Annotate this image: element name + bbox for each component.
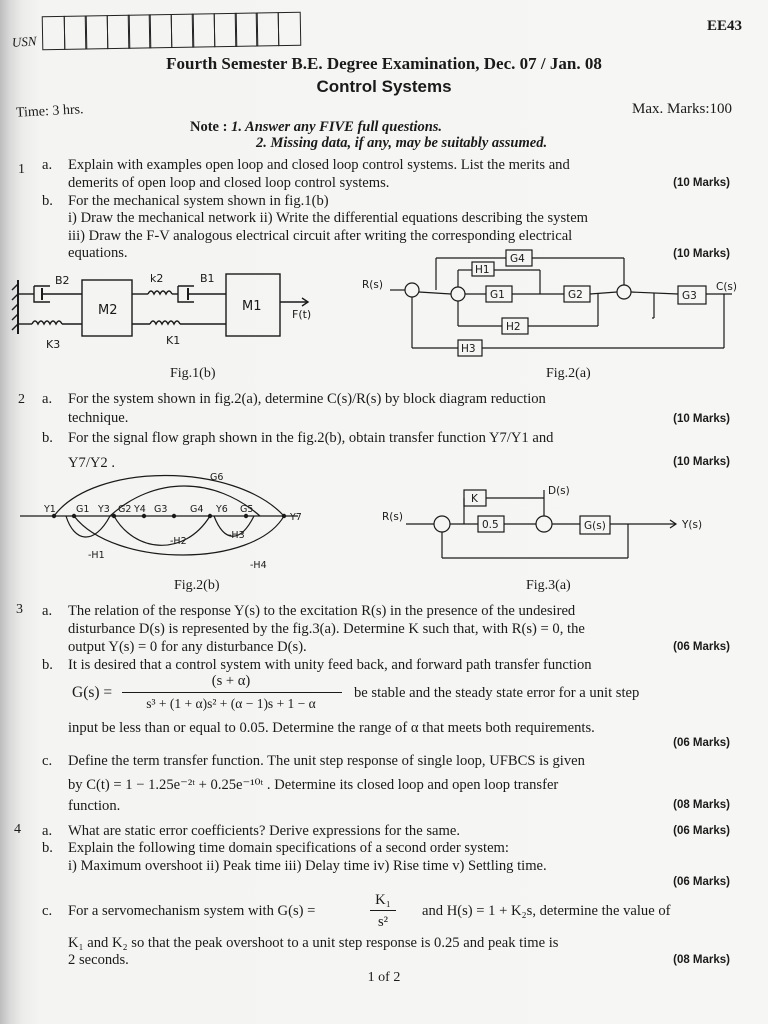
label-g1: G1 (76, 504, 90, 515)
part-label: b. (42, 840, 53, 856)
label-h1: H1 (475, 264, 490, 276)
gs-numerator: (s + α) (211, 673, 251, 689)
note-1: 1. Answer any FIVE full questions. (231, 119, 443, 135)
marks-label: (10 Marks) (673, 177, 730, 189)
marks-label: (06 Marks) (673, 737, 730, 749)
label-y1: Y1 (44, 504, 56, 515)
q2b-text: For the signal flow graph shown in the fig.2(b), obtain transfer function Y7/Y1 and (68, 430, 554, 446)
subject-title: Control Systems (316, 77, 452, 96)
marks-label: (08 Marks) (673, 954, 730, 966)
page-number: 1 of 2 (367, 970, 401, 985)
label-h2: -H2 (170, 536, 187, 547)
label-y4: Y4 (134, 504, 146, 515)
label-g4: G4 (510, 253, 525, 265)
part-label: a. (42, 603, 53, 619)
fraction-bar (122, 692, 342, 693)
label-r: R(s) (362, 279, 383, 291)
usn-box (256, 12, 280, 46)
label-g5: G5 (240, 504, 254, 515)
q1b-text: For the mechanical system shown in fig.1(b) (68, 193, 329, 209)
fraction-bar (370, 910, 396, 911)
label-h1: -H1 (88, 550, 105, 561)
part-label: a. (42, 823, 53, 839)
q3c-text: by C(t) = 1 − 1.25e⁻²ᵗ + 0.25e⁻¹⁰ᵗ . Determine its closed loop and open loop transfer (68, 777, 559, 793)
subject-code: EE43 (706, 18, 742, 34)
question-number: 4 (14, 822, 21, 837)
label-h2: H2 (506, 321, 521, 333)
q3a-text: disturbance D(s) is represented by the fig.3(a). Determine K such that, with R(s) = 0, the (68, 621, 585, 637)
q3a-text: The relation of the response Y(s) to the excitation R(s) in the presence of the undesired (68, 603, 576, 619)
label-y7: Y7 (290, 512, 302, 523)
usn-box (149, 14, 173, 48)
label-m1: M1 (242, 299, 262, 314)
q4c-text: K₁ and K₂ so that the peak overshoot to a unit step response is 0.25 and peak time is (68, 935, 559, 951)
gs-denominator: s³ + (1 + α)s² + (α − 1)s + 1 − α (146, 696, 316, 711)
q1a-text: Explain with examples open loop and closed loop control systems. List the merits and (68, 157, 570, 173)
label-y6: Y6 (216, 504, 228, 515)
q1a-text: demerits of open loop and closed loop control systems. (68, 175, 390, 191)
label-r: R(s) (382, 511, 403, 523)
marks-label: (10 Marks) (673, 413, 730, 425)
marks-label: (10 Marks) (673, 248, 730, 260)
label-y: Y(s) (682, 519, 703, 531)
label-y3: Y3 (98, 504, 110, 515)
label-g4: G4 (190, 504, 204, 515)
label-h3: H3 (461, 343, 476, 355)
label-force: F(t) (292, 308, 312, 321)
usn-box (171, 14, 195, 48)
label-k3: K3 (46, 338, 61, 351)
question-number: 2 (18, 392, 25, 407)
q3c-text: Define the term transfer function. The unit step response of single loop, UFBCS is given (68, 753, 585, 769)
label-g: G(s) (584, 520, 606, 532)
marks-label: (06 Marks) (673, 641, 730, 653)
q3b-text: It is desired that a control system with unity feed back, and forward path transfer function (68, 657, 592, 673)
q3b-text: input be less than or equal to 0.05. Determine the range of α that meets both requirements. (68, 720, 595, 736)
label-k1: K1 (166, 334, 181, 347)
q2a-text: For the system shown in fig.2(a), determine C(s)/R(s) by block diagram reduction (68, 391, 546, 407)
usn-box (235, 13, 259, 47)
part-label: b. (42, 193, 53, 209)
note-line-1 (190, 119, 442, 136)
usn-boxes (44, 12, 301, 50)
usn-box (278, 12, 302, 46)
exam-time: Time: 3 hrs. (15, 102, 84, 121)
part-label: c. (42, 753, 53, 769)
g-numerator: K₁ (375, 892, 391, 908)
q1b-text: i) Draw the mechanical network ii) Write the differential equations describing the system (68, 210, 589, 226)
fig2a-diagram (360, 246, 760, 364)
label-k: K (471, 493, 478, 505)
marks-label: (06 Marks) (673, 876, 730, 888)
q1b-text: iii) Draw the F-V analogous electrical circuit after writing the corresponding electrical (68, 228, 573, 244)
note-2: 2. Missing data, if any, may be suitably assumed. (256, 135, 548, 151)
usn-box (128, 14, 152, 48)
usn-box (213, 13, 237, 47)
exam-title: Fourth Semester B.E. Degree Examination, Dec. 07 / Jan. 08 (166, 54, 602, 73)
q3b-text: be stable and the steady state error for a unit step (354, 685, 640, 701)
usn-box (64, 15, 88, 49)
label-h3: -H3 (228, 530, 245, 541)
fig1b-caption: Fig.1(b) (170, 366, 216, 381)
label-k2: k2 (150, 272, 164, 285)
usn-box (42, 16, 66, 50)
label-c: C(s) (716, 281, 737, 293)
label-half: 0.5 (482, 519, 499, 531)
label-g3: G3 (154, 504, 168, 515)
part-label: a. (42, 391, 53, 407)
q2a-text: technique. (68, 410, 129, 426)
marks-label: (06 Marks) (673, 825, 730, 837)
label-g3: G3 (682, 290, 697, 302)
fig1b-diagram (10, 262, 340, 362)
q4c-text: For a servomechanism system with G(s) = (68, 903, 316, 919)
label-g6: G6 (210, 472, 224, 483)
fig3a-caption: Fig.3(a) (526, 578, 571, 593)
fig3a-diagram (376, 482, 746, 570)
label-b1: B1 (200, 272, 215, 285)
part-label: b. (42, 657, 53, 673)
gs-label: G(s) = (72, 684, 113, 701)
note-label: Note : (190, 119, 228, 135)
usn-box (85, 15, 109, 49)
q2b-text: Y7/Y2 . (68, 455, 116, 471)
marks-label: (10 Marks) (673, 456, 730, 468)
label-g2: G2 (568, 289, 583, 301)
q4a-text: What are static error coefficients? Derive expressions for the same. (68, 823, 460, 839)
q3a-text: output Y(s) = 0 for any disturbance D(s). (68, 639, 307, 655)
label-h4: -H4 (250, 560, 267, 571)
fig2b-diagram (14, 472, 314, 572)
q3c-text: function. (68, 798, 121, 814)
label-m2: M2 (98, 303, 118, 318)
label-b2: B2 (55, 274, 70, 287)
usn-label: USN (11, 33, 38, 50)
usn-box (106, 15, 130, 49)
question-number: 3 (16, 602, 23, 617)
part-label: b. (42, 430, 53, 446)
max-marks: Max. Marks:100 (632, 101, 732, 117)
fig2b-caption: Fig.2(b) (174, 578, 220, 593)
question-number: 1 (18, 162, 25, 177)
marks-label: (08 Marks) (673, 799, 730, 811)
part-label: c. (42, 903, 53, 919)
q4c-text: and H(s) = 1 + K₂s, determine the value of (422, 903, 671, 919)
fig2a-caption: Fig.2(a) (546, 366, 591, 381)
q4b-text: i) Maximum overshoot ii) Peak time iii) Delay time iv) Rise time v) Settling time. (68, 858, 547, 874)
q4b-text: Explain the following time domain specifications of a second order system: (68, 840, 509, 856)
label-d: D(s) (548, 485, 570, 497)
g-denominator: s² (377, 914, 389, 930)
label-g1: G1 (490, 289, 505, 301)
label-g2: G2 (118, 504, 132, 515)
usn-box (192, 13, 216, 47)
q1b-text: equations. (68, 245, 128, 261)
q4c-text: 2 seconds. (68, 952, 129, 968)
part-label: a. (42, 157, 53, 173)
